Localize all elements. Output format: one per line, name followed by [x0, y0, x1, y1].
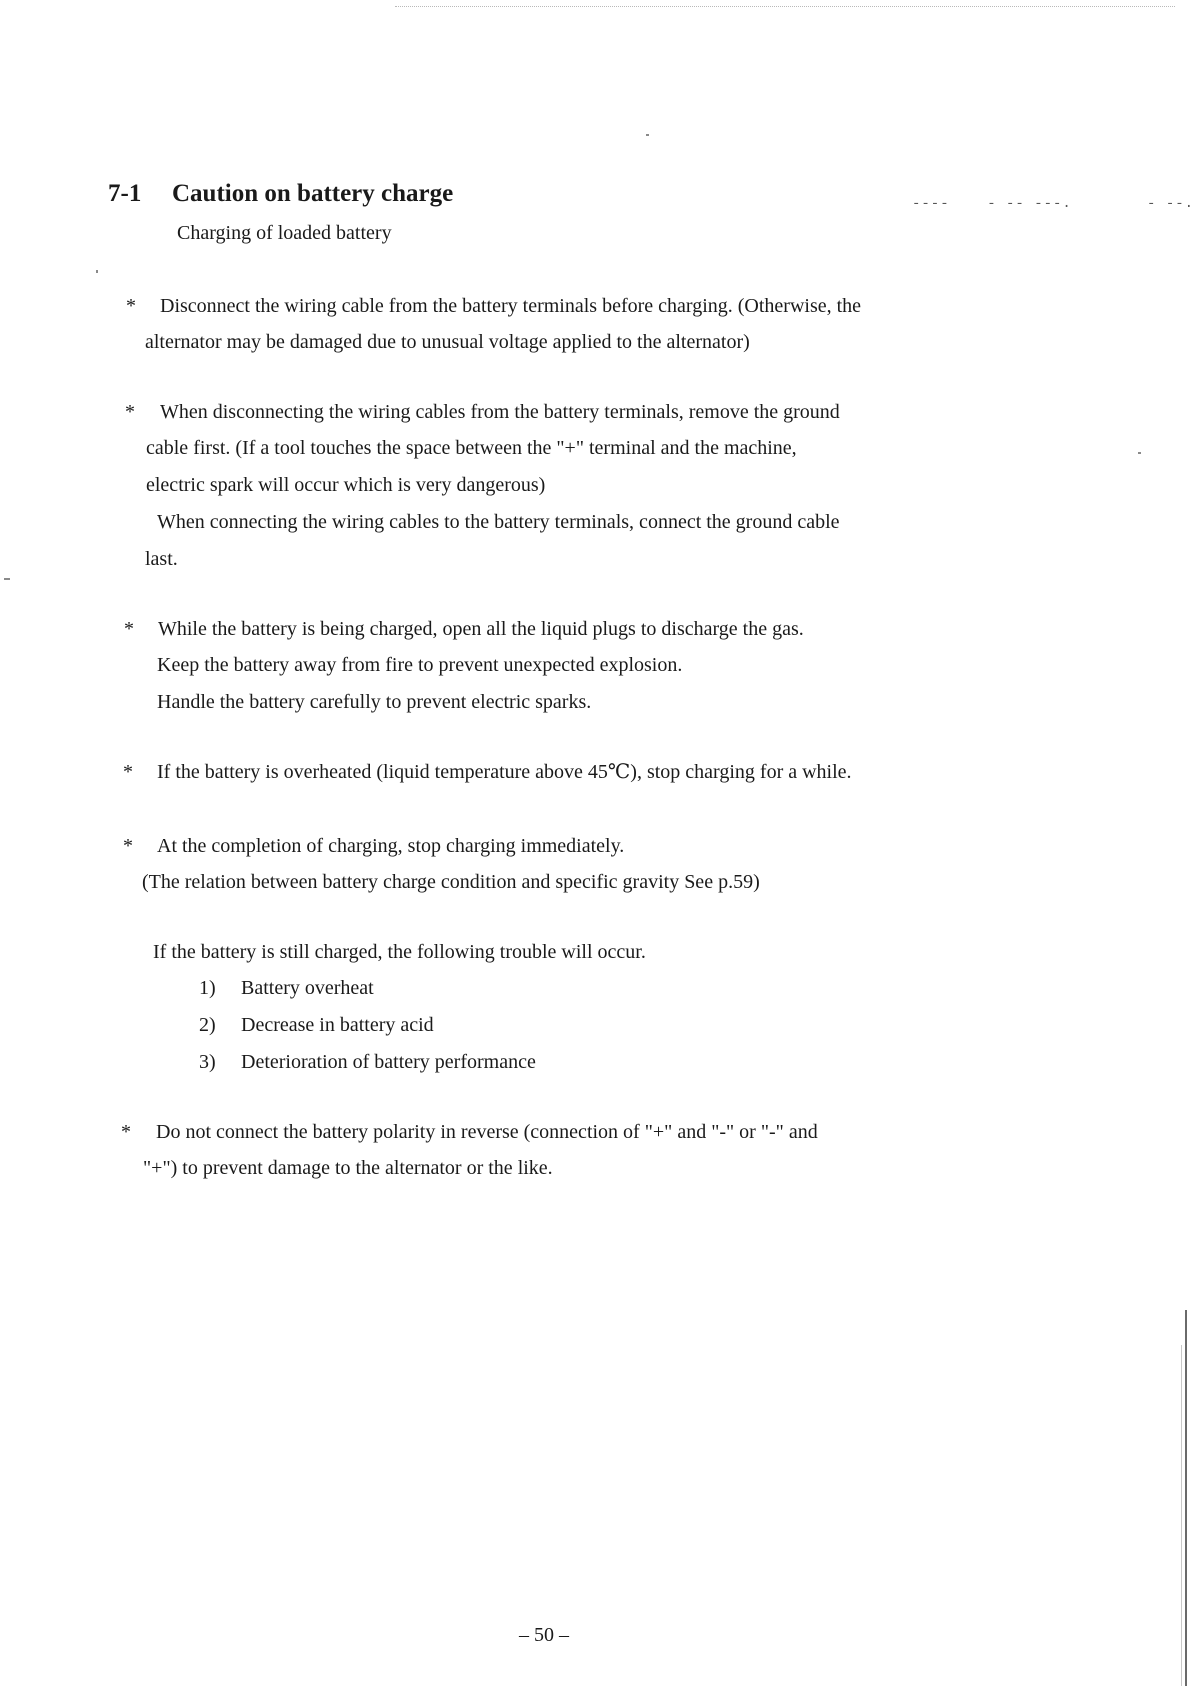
bullet-marker: *	[126, 295, 136, 317]
bullet-marker: *	[125, 401, 135, 423]
scan-speck	[646, 134, 649, 136]
section-heading	[108, 180, 453, 208]
section-subtitle: Charging of loaded battery	[177, 222, 392, 244]
caution-text-line: If the battery is overheated (liquid temperature above 45℃), stop charging for a while.	[157, 761, 852, 783]
bullet-marker: *	[124, 618, 134, 640]
bullet-marker: *	[123, 761, 133, 783]
trouble-intro: If the battery is still charged, the following trouble will occur.	[153, 941, 646, 963]
caution-text-line: last.	[145, 548, 178, 570]
section-title: Caution on battery charge	[172, 180, 454, 207]
caution-text-line: alternator may be damaged due to unusual voltage applied to the alternator)	[145, 331, 750, 353]
scan-artifact-dashes: ---- - -- ---. - --.	[912, 196, 1194, 212]
caution-text-line: When connecting the wiring cables to the battery terminals, connect the ground cable	[157, 511, 840, 533]
scan-edge-line-thin	[1181, 1345, 1182, 1686]
caution-text-line: cable first. (If a tool touches the space between the "+" terminal and the machine,	[146, 437, 797, 459]
caution-text-line: While the battery is being charged, open all the liquid plugs to discharge the gas.	[158, 618, 804, 640]
caution-text-line: (The relation between battery charge condition and specific gravity See p.59)	[142, 871, 760, 893]
caution-text-line: When disconnecting the wiring cables from the battery terminals, remove the ground	[160, 401, 840, 423]
caution-text-line: Keep the battery away from fire to prevent unexpected explosion.	[157, 654, 683, 676]
trouble-item-text: Deterioration of battery performance	[241, 1051, 536, 1073]
scan-speck	[1138, 452, 1141, 454]
trouble-item-number: 3)	[199, 1051, 216, 1073]
scan-speck	[96, 270, 98, 273]
caution-text-line: At the completion of charging, stop charging immediately.	[157, 835, 625, 857]
caution-text-line: "+") to prevent damage to the alternator or the like.	[143, 1157, 553, 1179]
bullet-marker: *	[121, 1121, 131, 1143]
trouble-item-text: Battery overheat	[241, 977, 374, 999]
scan-edge-line	[1185, 1310, 1187, 1686]
scan-artifact-dots	[395, 6, 1175, 9]
page-number: – 50 –	[519, 1624, 569, 1646]
caution-text-line: Disconnect the wiring cable from the battery terminals before charging. (Otherwise, the	[160, 295, 862, 317]
trouble-item-number: 2)	[199, 1014, 216, 1036]
bullet-marker: *	[123, 835, 133, 857]
scan-speck	[4, 578, 10, 580]
caution-text-line: electric spark will occur which is very dangerous)	[146, 474, 546, 496]
section-number: 7-1	[108, 180, 142, 207]
trouble-item-text: Decrease in battery acid	[241, 1014, 434, 1036]
caution-text-line: Do not connect the battery polarity in reverse (connection of "+" and "-" or "-" and	[156, 1121, 818, 1143]
trouble-item-number: 1)	[199, 977, 216, 999]
caution-text-line: Handle the battery carefully to prevent electric sparks.	[157, 691, 592, 713]
